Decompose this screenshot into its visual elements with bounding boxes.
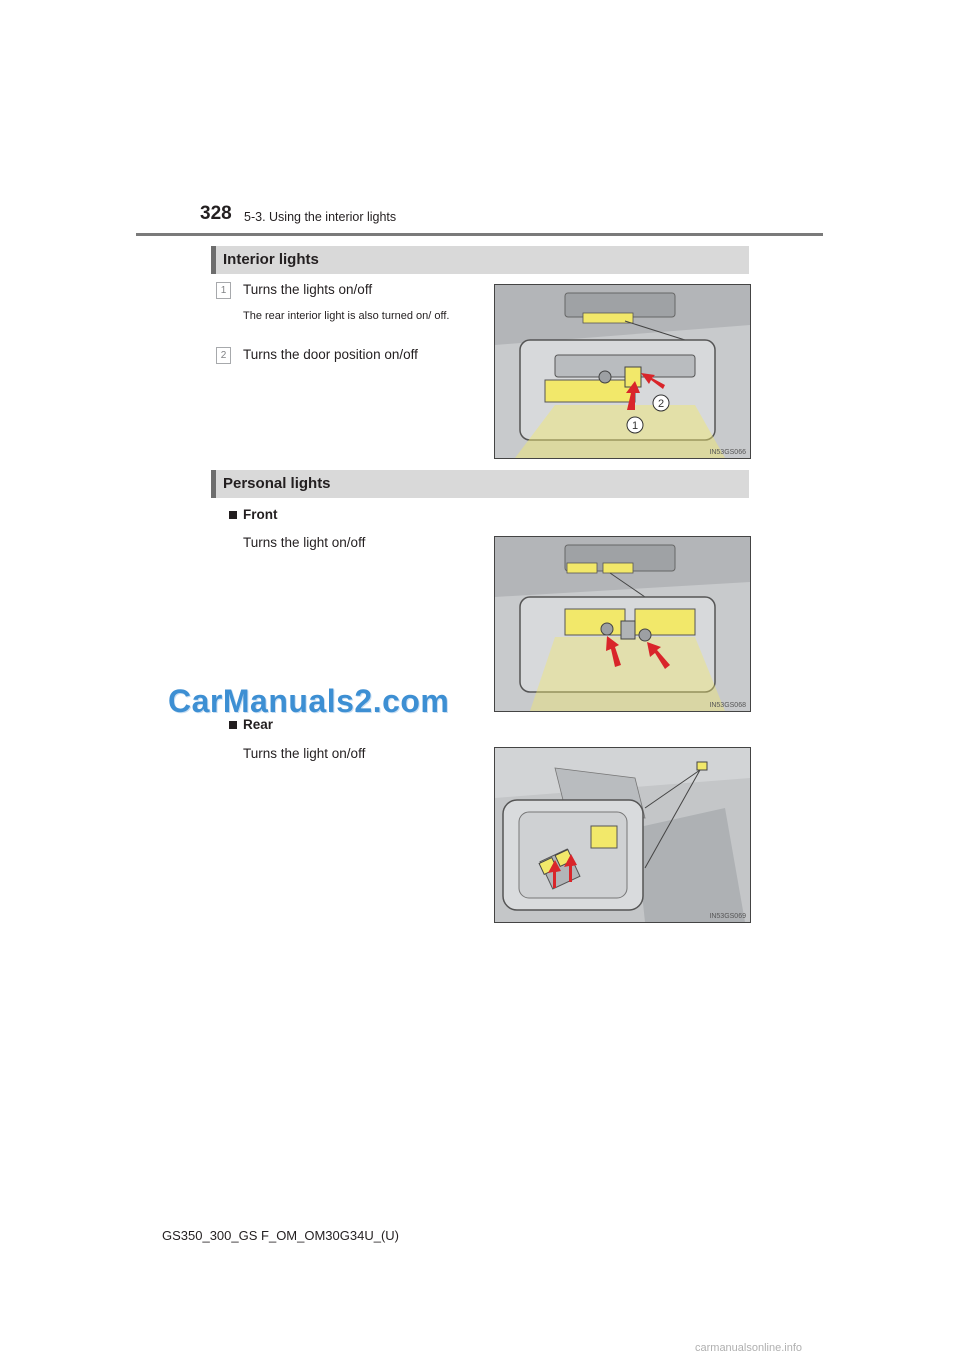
- front-personal-lights-figure: [494, 536, 751, 712]
- rear-heading: Rear: [229, 717, 273, 732]
- item-note-1: The rear interior light is also turned on/ off.: [243, 310, 450, 322]
- header-rule: [136, 233, 823, 236]
- interior-lights-illustration: [495, 285, 750, 458]
- section-title: Personal lights: [223, 475, 331, 492]
- chapter-title: 5-3. Using the interior lights: [244, 210, 397, 224]
- square-bullet-icon: [229, 511, 237, 519]
- page-number: 328: [200, 203, 232, 224]
- watermark-logo: CarManuals2.com: [168, 683, 450, 719]
- interior-lights-figure: [494, 284, 751, 459]
- footer-manual-code: GS350_300_GS F_OM_OM30G34U_(U): [162, 1228, 399, 1243]
- item-text-2: Turns the door position on/off: [243, 347, 418, 362]
- item-text-1: Turns the lights on/off: [243, 282, 373, 297]
- section-personal-lights: [211, 470, 749, 498]
- front-text: Turns the light on/off: [243, 535, 366, 550]
- figure-code: IN53GS068: [709, 702, 746, 709]
- figure-code: IN53GS066: [709, 449, 746, 456]
- footer-site: carmanualsonline.info: [695, 1342, 803, 1354]
- item-number-1: 1: [216, 282, 231, 299]
- square-bullet-icon: [229, 721, 237, 729]
- figure-code: IN53GS069: [709, 913, 746, 920]
- section-accent: [211, 470, 216, 498]
- rear-personal-lights-figure: [494, 747, 751, 923]
- callout-2: 2: [657, 398, 665, 410]
- rear-personal-lights-illustration: [495, 748, 750, 922]
- item-number-2: 2: [216, 347, 231, 364]
- front-heading: Front: [229, 507, 278, 522]
- section-title: Interior lights: [223, 251, 319, 268]
- rear-text: Turns the light on/off: [243, 746, 366, 761]
- section-accent: [211, 246, 216, 274]
- front-personal-lights-illustration: [495, 537, 750, 711]
- callout-1: 1: [631, 420, 639, 432]
- section-interior-lights: [211, 246, 749, 274]
